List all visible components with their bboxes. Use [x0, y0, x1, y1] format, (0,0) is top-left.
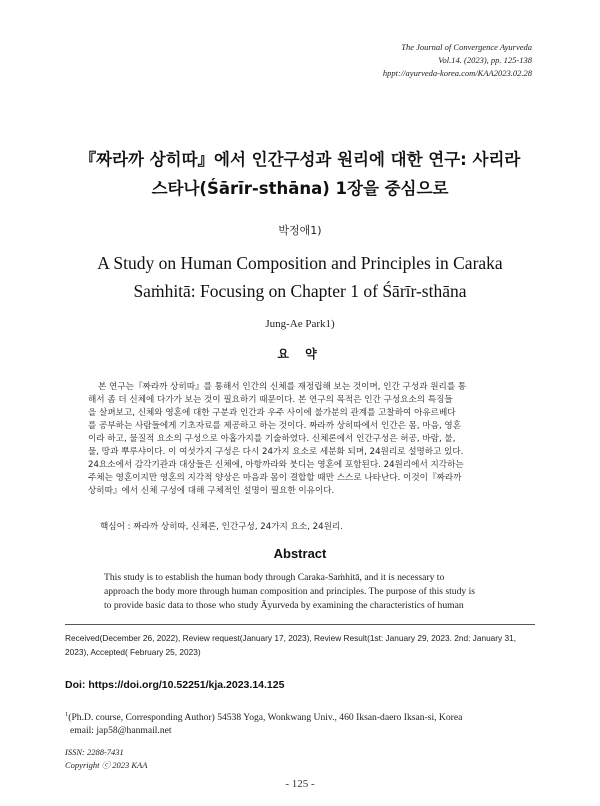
- affiliation-text: (Ph.D. course, Corresponding Author) 54538 Yoga, Wonkwang Univ., 460 Iksan-daero Iksan-si, Korea: [68, 712, 463, 724]
- korean-abstract-line: 물, 땅과 뿌루샤이다. 이 여섯가지 구성은 다시 24가지 요소로 세분화 되며, 24원리로 설명하고 있다.: [88, 447, 464, 457]
- page-number: - 125 -: [285, 778, 315, 790]
- korean-abstract-line: 본 연구는『짜라까 상히따』를 통해서 인간의 신체를 재정립해 보는 것이며, 인간 구성과 원리를 통: [98, 382, 467, 392]
- english-abstract-line: This study is to establish the human body through Caraka-Saṁhitā, and it is necessary to: [104, 572, 445, 583]
- journal-url: hppt://ayurveda-korea.com/KAA2023.02.28: [382, 68, 532, 78]
- korean-abstract-line: 24요소에서 감각기관과 대상들은 신체에, 아항까라와 붓디는 영혼에 포함된다. 24원리에서 지각하는: [88, 460, 464, 470]
- english-abstract-line: to provide basic data to those who study Āyurveda by examining the characteristics of human: [104, 600, 464, 611]
- korean-abstract-heading: 요 약: [277, 347, 323, 361]
- affiliation-footnote-marker: 1: [65, 711, 69, 718]
- english-abstract-line: approach the body more through human composition and principles. The purpose of this study is: [104, 586, 475, 597]
- korean-keywords: 핵심어 : 짜라까 상히따, 신체론, 인간구성, 24가지 요소, 24원리.: [100, 522, 343, 532]
- footnote-divider: [65, 624, 535, 625]
- author-affiliation: [65, 711, 462, 723]
- korean-title-line-2: 스타나(Śārīr-sthāna) 1장을 중심으로: [151, 179, 449, 198]
- korean-title-line-1: 『짜라까 상히따』에서 인간구성과 원리에 대한 연구: 사리라: [79, 150, 521, 169]
- received-dates-line-2: 2023), Accepted( February 25, 2023): [65, 647, 201, 657]
- author-email: email: jap58@hanmail.net: [70, 725, 172, 736]
- english-abstract-heading: Abstract: [273, 546, 327, 561]
- english-author: Jung-Ae Park1): [265, 318, 335, 330]
- journal-name: The Journal of Convergence Ayurveda: [401, 42, 532, 52]
- english-title-line-2: Saṁhitā: Focusing on Chapter 1 of Śārīr-sthāna: [133, 281, 467, 301]
- journal-volume: Vol.14. (2023), pp. 125-138: [438, 55, 532, 65]
- korean-abstract-line: 을 살펴보고, 신체와 영혼에 대한 구분과 인간과 우주 사이에 불가분의 관계를 고찰하여 아유르베다: [88, 408, 456, 418]
- issn: ISSN: 2288-7431: [65, 747, 124, 757]
- received-dates-line-1: Received(December 26, 2022), Review request(January 17, 2023), Review Result(1st: January 29, 2023. 2nd: January 31,: [65, 633, 517, 643]
- korean-abstract-line: 상히따』에서 신체 구성에 대해 구체적인 설명이 필요한 이유이다.: [88, 486, 335, 496]
- english-title-line-1: A Study on Human Composition and Principles in Caraka: [97, 253, 503, 273]
- korean-abstract-line: 이라 하고, 물질적 요소의 구성으로 아홉가지를 기술하였다. 신체론에서 인간구성은 허공, 바람, 불,: [88, 434, 456, 444]
- korean-abstract-line: 주체는 영혼이지만 영혼의 지각적 양상은 마음과 몸이 결합할 때만 스스로 나타난다. 이것이『짜라까: [88, 473, 462, 483]
- copyright: Copyright ⓒ 2023 KAA: [65, 760, 148, 770]
- korean-abstract-line: 해서 좀 더 신체에 다가가 보는 것이 필요하기 때문이다. 본 연구의 목적은 인간 구성요소의 특징들: [88, 395, 453, 405]
- korean-author: 박정애1): [278, 224, 322, 237]
- korean-abstract-line: 를 공부하는 사람들에게 기초자료를 제공하고 하는 것이다. 짜라까 상히따에서 인간은 몸, 마음, 영혼: [88, 421, 462, 431]
- doi-link[interactable]: Doi: https://doi.org/10.52251/kja.2023.14.125: [65, 679, 285, 691]
